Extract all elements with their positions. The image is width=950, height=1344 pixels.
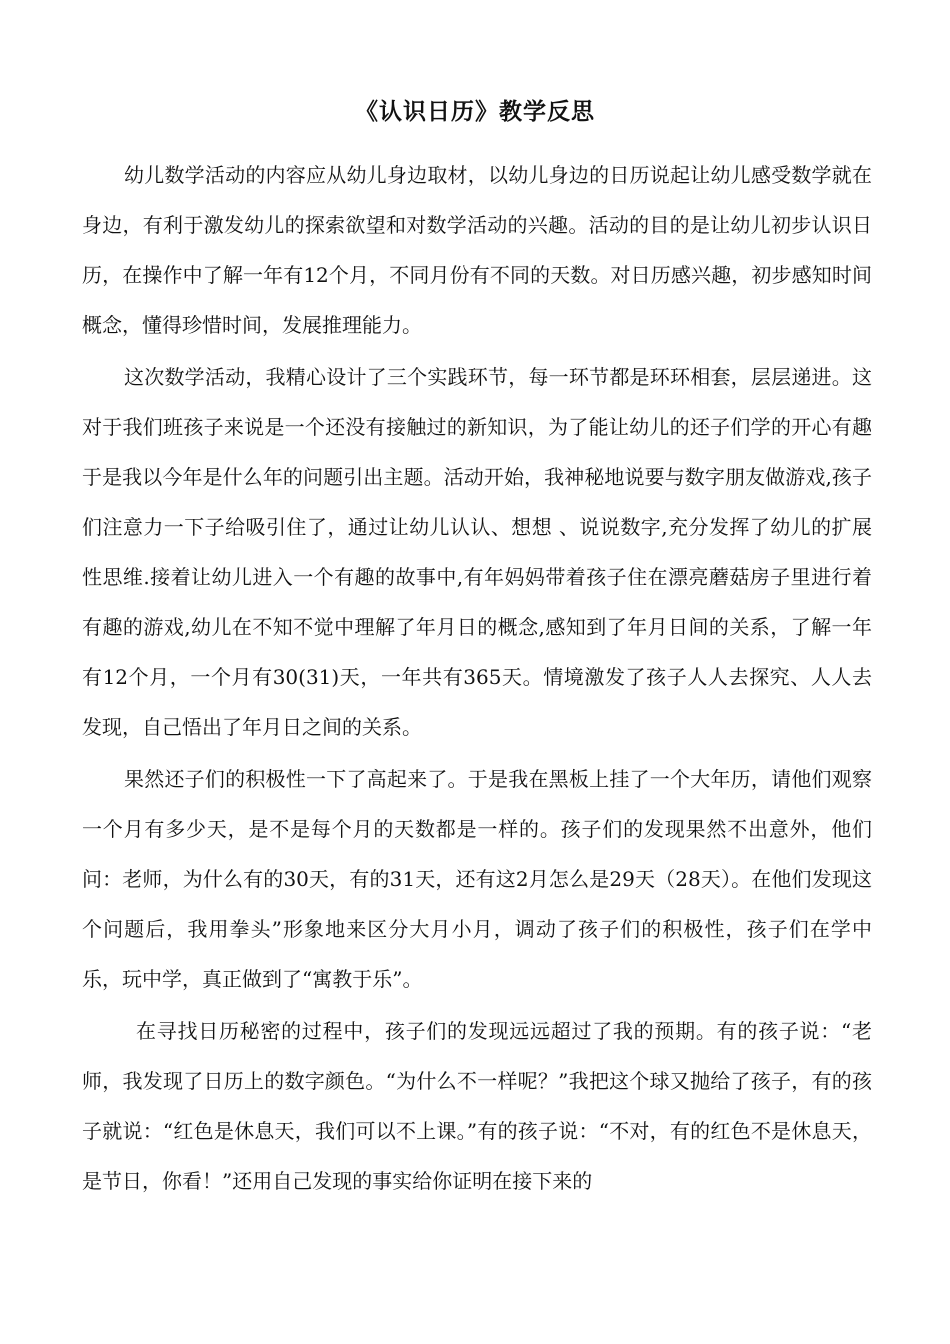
document-body bbox=[82, 150, 872, 1208]
paragraph: 这次数学活动，我精心设计了三个实践环节，每一环节都是环环相套，层层递进。这对于我们班孩子来说是一个还没有接触过的新知识，为了能让幼儿的还子们学的开心有趣于是我以今年是什么年的问题引出主题。活动开始，我神秘地说要与数字朋友做游戏,孩子们注意力一下子给吸引住了，通过让幼儿认认、想想 、说说数字,充分发挥了幼儿的扩展性思维.接着让幼儿进入一个有趣的故事中,有年妈妈带着孩子住在漂亮蘑菇房子里进行着有趣的游戏,幼儿在不知不觉中理解了年月日的概念,感知到了年月日间的关系，了解一年有12个月，一个月有30(31)天，一年共有365天。情境激发了孩子人人去探究、人人去发现，自己悟出了年月日之间的关系。 bbox=[82, 365, 872, 739]
document-title: 《认识日历》教学反思 bbox=[355, 98, 595, 125]
paragraph: 在寻找日历秘密的过程中，孩子们的发现远远超过了我的预期。有的孩子说：“老师，我发现了日历上的数字颜色。“为什么不一样呢？”我把这个球又抛给了孩子，有的孩子就说：“红色是休息天，我们可以不上课。”有的孩子说：“不对，有的红色不是休息天，是节日，你看！”还用自己发现的事实给你证明在接下来的 bbox=[82, 1019, 872, 1193]
paragraph: 果然还子们的积极性一下了高起来了。于是我在黑板上挂了一个大年历，请他们观察一个月有多少天，是不是每个月的天数都是一样的。孩子们的发现果然不出意外，他们问：老师，为什么有的30天，有的31天，还有这2月怎么是29天（28天）。在他们发现这个问题后，我用拳头”形象地来区分大月小月，调动了孩子们的积极性，孩子们在学中乐，玩中学，真正做到了“寓教于乐”。 bbox=[82, 767, 872, 991]
paragraph: 幼儿数学活动的内容应从幼儿身边取材，以幼儿身边的日历说起让幼儿感受数学就在身边，有利于激发幼儿的探索欲望和对数学活动的兴趣。活动的目的是让幼儿初步认识日历，在操作中了解一年有12个月，不同月份有不同的天数。对日历感兴趣，初步感知时间概念，懂得珍惜时间，发展推理能力。 bbox=[82, 163, 872, 337]
